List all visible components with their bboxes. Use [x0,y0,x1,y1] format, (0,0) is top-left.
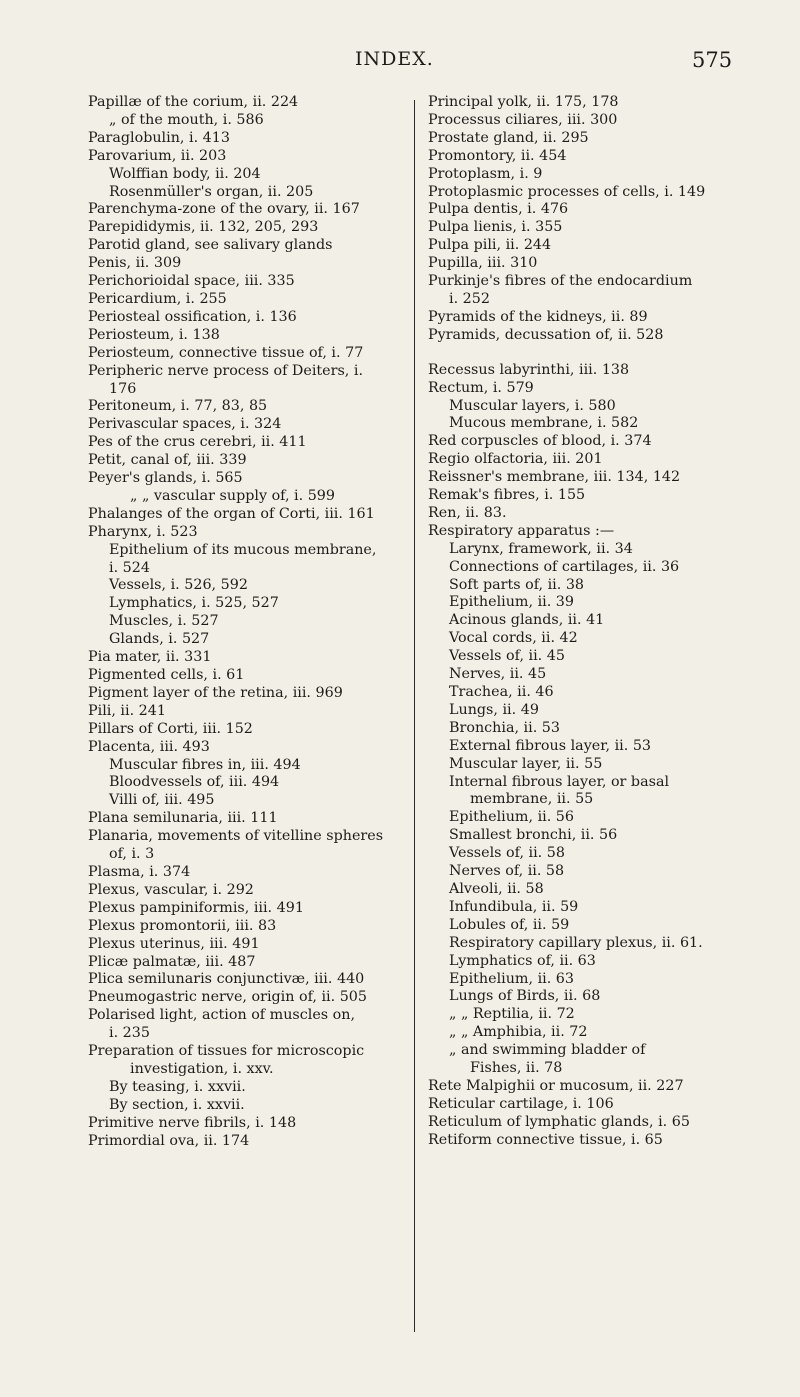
index-entry: Paraglobulin, i. 413 [88,129,230,146]
index-entry: Purkinje's fibres of the endocardium [428,273,693,290]
index-entry: Periosteum, connective tissue of, i. 77 [88,344,364,361]
index-entry: Lymphatics of, ii. 63 [449,952,596,969]
index-entry: Placenta, iii. 493 [88,738,210,755]
index-entry: i. 252 [449,290,490,307]
index-entry: Pulpa pili, ii. 244 [428,237,552,254]
index-entry: Villi of, iii. 495 [109,792,215,809]
index-entry: investigation, i. xxv. [130,1060,274,1077]
index-entry: Acinous glands, ii. 41 [449,612,605,629]
index-entry: Plica semilunaris conjunctivæ, iii. 440 [88,971,365,988]
index-entry: Peritoneum, i. 77, 83, 85 [88,398,268,415]
index-entry: Pneumogastric nerve, origin of, ii. 505 [88,989,367,1006]
index-entry: Muscular layer, ii. 55 [449,755,603,772]
index-entry: Pupilla, iii. 310 [428,255,538,272]
index-entry: By section, i. xxvii. [109,1096,245,1113]
index-entry: Red corpuscles of blood, i. 374 [428,433,652,450]
index-entry: „ „ vascular supply of, i. 599 [130,487,336,504]
index-entry: Peripheric nerve process of Deiters, i. [88,362,364,379]
index-entry: „ „ Reptilia, ii. 72 [449,1006,575,1023]
index-entry: Plicæ palmatæ, iii. 487 [88,953,256,970]
index-entry: Pili, ii. 241 [88,702,166,719]
index-entry: Plana semilunaria, iii. 111 [88,810,278,827]
index-entry: Plexus pampiniformis, iii. 491 [88,899,304,916]
index-entry: Connections of cartilages, ii. 36 [449,558,680,575]
index-entry: Vessels of, ii. 45 [449,648,565,665]
index-entry: Nerves, ii. 45 [449,666,547,683]
index-entry: Pigmented cells, i. 61 [88,667,245,683]
index-entry: Smallest bronchi, ii. 56 [449,827,618,844]
index-entry: Planaria, movements of vitelline spheres [88,828,384,845]
index-entry: Rosenmüller's organ, ii. 205 [109,183,314,200]
index-entry: Reticulum of lymphatic glands, i. 65 [428,1113,690,1130]
index-entry: Fishes, ii. 78 [470,1060,563,1077]
index-entry: Pharynx, i. 523 [88,523,198,540]
index-entry: Muscular fibres in, iii. 494 [109,756,301,773]
index-entry: Pia mater, ii. 331 [88,649,212,666]
column-divider [414,100,415,1332]
index-entry: Pulpa dentis, i. 476 [428,201,569,218]
index-entry: Pulpa lienis, i. 355 [428,219,563,236]
index-entry: Parotid gland, see salivary glands [88,237,333,254]
index-entry: Alveoli, ii. 58 [449,880,544,897]
index-entry: Larynx, framework, ii. 34 [449,540,633,557]
index-entry: Prostate gland, ii. 295 [428,129,589,146]
index-entry: By teasing, i. xxvii. [109,1078,246,1095]
index-entry: Plasma, i. 374 [88,863,191,880]
index-entry: Perivascular spaces, i. 324 [88,416,282,433]
index-entry: Lungs of Birds, ii. 68 [449,988,601,1005]
index-entry: Soft parts of, ii. 38 [449,576,585,593]
index-entry: Principal yolk, ii. 175, 178 [428,94,619,110]
index-entry: Regio olfactoria, iii. 201 [428,451,603,468]
index-entry: Pes of the crus cerebri, ii. 411 [88,434,307,451]
page-title: INDEX. [355,48,434,70]
index-entry: Vessels, i. 526, 592 [109,577,248,594]
index-entry: membrane, ii. 55 [470,791,594,808]
index-entry: 176 [109,380,137,397]
index-entry: Protoplasmic processes of cells, i. 149 [428,183,706,200]
index-entry: Muscles, i. 527 [109,613,219,630]
index-entry: Respiratory capillary plexus, ii. 61. [449,934,703,951]
index-entry: Infundibula, ii. 59 [449,898,579,915]
index-entry: Preparation of tissues for microscopic [88,1043,365,1060]
index-entry: Rete Malpighii or mucosum, ii. 227 [428,1077,684,1094]
index-entry: Pyramids of the kidneys, ii. 89 [428,308,648,325]
index-entry: Internal fibrous layer, or basal [449,773,670,790]
index-entry: Pyramids, decussation of, ii. 528 [428,326,664,343]
index-entry: Pillars of Corti, iii. 152 [88,720,253,737]
index-entry: Plexus, vascular, i. 292 [88,881,254,898]
index-entry: Primordial ova, ii. 174 [88,1132,250,1149]
index-entry: „ of the mouth, i. 586 [109,111,264,128]
index-column-right [428,94,758,1150]
index-entry: Mucous membrane, i. 582 [449,415,639,432]
index-entry: Nerves of, ii. 58 [449,863,565,880]
index-entry: Petit, canal of, iii. 339 [88,452,247,469]
index-entry: Glands, i. 527 [109,631,210,648]
index-entry: Periosteal ossification, i. 136 [88,308,297,325]
index-entry: Recessus labyrinthi, iii. 138 [428,361,630,378]
index-entry: Plexus promontorii, iii. 83 [88,917,277,934]
index-entry: Ren, ii. 83. [428,504,507,521]
index-entry: of, i. 3 [109,846,155,863]
index-entry: Vessels of, ii. 58 [449,845,565,862]
index-entry: Muscular layers, i. 580 [449,397,616,414]
index-entry: Processus ciliares, iii. 300 [428,111,618,128]
index-entry: Pigment layer of the retina, iii. 969 [88,684,343,701]
index-entry: Wolffian body, ii. 204 [109,165,261,182]
index-entry: Remak's fibres, i. 155 [428,487,586,504]
index-entry: Reissner's membrane, iii. 134, 142 [428,469,681,486]
index-entry: Epithelium, ii. 39 [449,594,575,611]
index-entry: Bloodvessels of, iii. 494 [109,774,280,791]
page-number: 575 [692,48,733,72]
index-entry: Reticular cartilage, i. 106 [428,1095,614,1112]
index-column-left [88,94,408,1150]
index-entry: Primitive nerve fibrils, i. 148 [88,1114,297,1131]
index-entry: Papillæ of the corium, ii. 224 [88,94,299,110]
index-entry: External fibrous layer, ii. 53 [449,737,652,754]
index-entry: Epithelium, ii. 56 [449,809,575,826]
index-entry: „ „ Amphibia, ii. 72 [449,1024,588,1041]
index-entry: Parepididymis, ii. 132, 205, 293 [88,219,319,236]
index-entry: Retiform connective tissue, i. 65 [428,1131,663,1148]
index-entry: Respiratory apparatus :— [428,522,615,539]
index-entry: Epithelium of its mucous membrane, [109,541,377,558]
index-entry: Pericardium, i. 255 [88,290,227,307]
index-entry: Polarised light, action of muscles on, [88,1007,356,1024]
index-entry: Lymphatics, i. 525, 527 [109,595,279,612]
index-entry: Lobules of, ii. 59 [449,916,570,933]
index-entry: Parenchyma-zone of the ovary, ii. 167 [88,201,360,218]
index-entry: „ and swimming bladder of [449,1042,646,1059]
index-entry: i. 524 [109,559,150,576]
index-entry: Rectum, i. 579 [428,379,534,396]
index-entry: Perichorioidal space, iii. 335 [88,273,295,290]
index-entry: Promontory, ii. 454 [428,147,567,164]
index-entry: i. 235 [109,1025,150,1042]
index-entry: Protoplasm, i. 9 [428,165,543,182]
index-entry: Lungs, ii. 49 [449,701,539,718]
page-header [0,48,800,78]
index-entry: Phalanges of the organ of Corti, iii. 161 [88,505,375,522]
index-entry: Trachea, ii. 46 [449,684,554,700]
index-entry: Plexus uterinus, iii. 491 [88,935,260,952]
index-entry: Vocal cords, ii. 42 [449,630,578,647]
index-entry: Bronchia, ii. 53 [449,719,560,736]
index-entry: Peyer's glands, i. 565 [88,470,243,487]
index-entry: Parovarium, ii. 203 [88,147,227,164]
index-entry: Epithelium, ii. 63 [449,970,575,987]
index-entry: Periosteum, i. 138 [88,326,220,343]
index-entry: Penis, ii. 309 [88,255,182,272]
